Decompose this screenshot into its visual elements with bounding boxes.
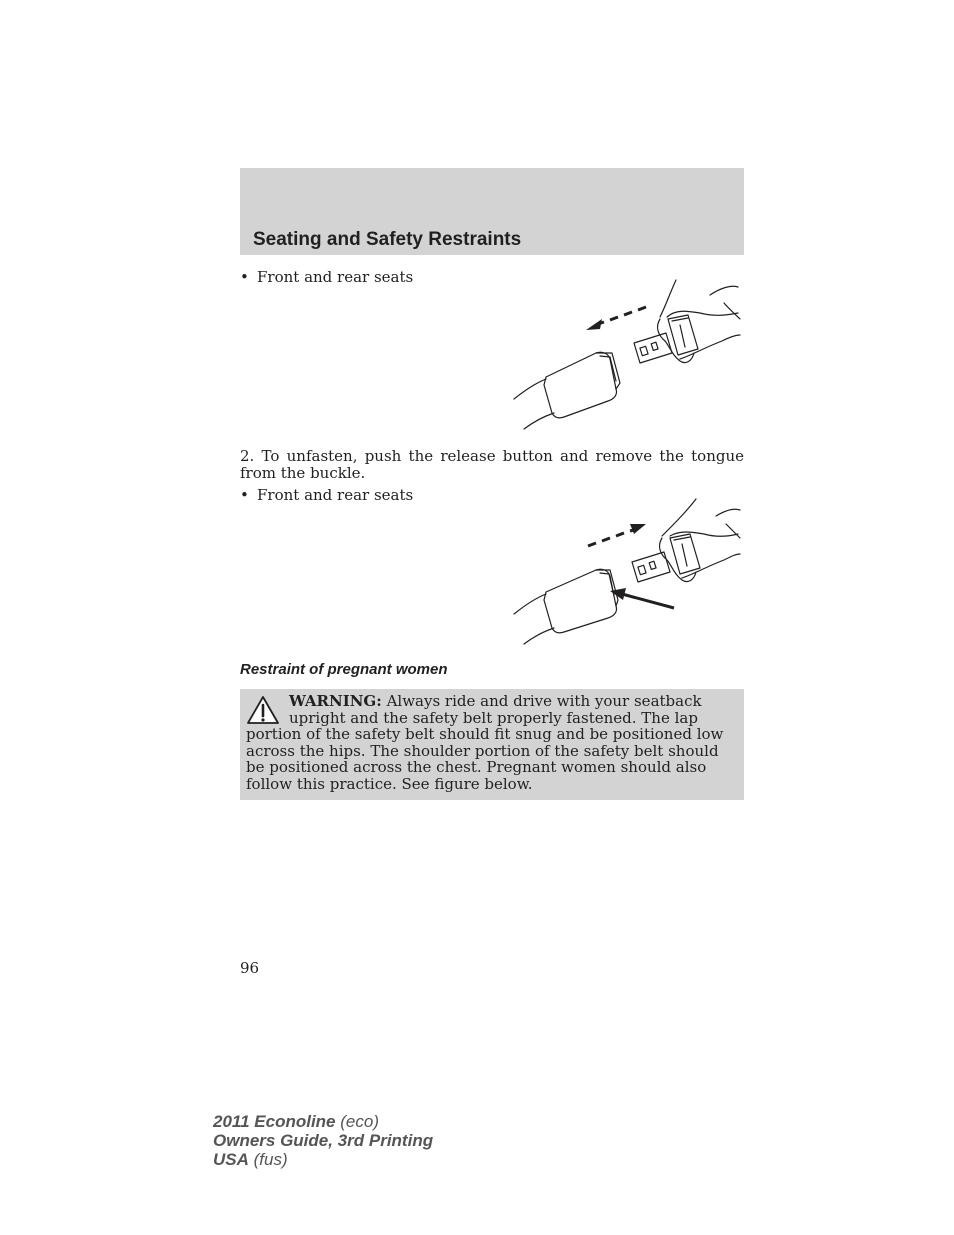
warning-label: WARNING: (289, 692, 382, 710)
document-footer (213, 1112, 433, 1169)
step-2-instruction: 2. To unfasten, push the release button and remove the tongue from the buckle. (240, 447, 744, 482)
warning-box (240, 689, 744, 800)
warning-paragraph (246, 693, 726, 792)
section-title: Seating and Safety Restraints (253, 229, 522, 250)
bullet-text: Front and rear seats (257, 268, 414, 286)
unfasten-buckle-illustration (510, 494, 742, 650)
bullet-text: Front and rear seats (257, 486, 414, 504)
fasten-buckle-illustration (510, 275, 742, 435)
bullet-item (240, 486, 413, 504)
footer-line-3: USA (fus) (213, 1150, 288, 1169)
warning-text: Always ride and drive with your seatback upright and the safety belt properly fastened. The lap portion of the safety belt should fit snug and be positioned low across the hips. The shoulder portion of the safety belt should be positioned across the chest. Pregnant women should also follow this practice. See figure below. (246, 692, 724, 793)
subheading-pregnant-women: Restraint of pregnant women (240, 661, 448, 678)
page-number: 96 (240, 959, 260, 977)
bullet-dot: • (240, 268, 249, 286)
footer-line-1: 2011 Econoline (eco) (213, 1112, 379, 1131)
section-header-band (240, 168, 744, 255)
bullet-item (240, 268, 413, 286)
bullet-dot: • (240, 486, 249, 504)
footer-line-2: Owners Guide, 3rd Printing (213, 1131, 434, 1150)
